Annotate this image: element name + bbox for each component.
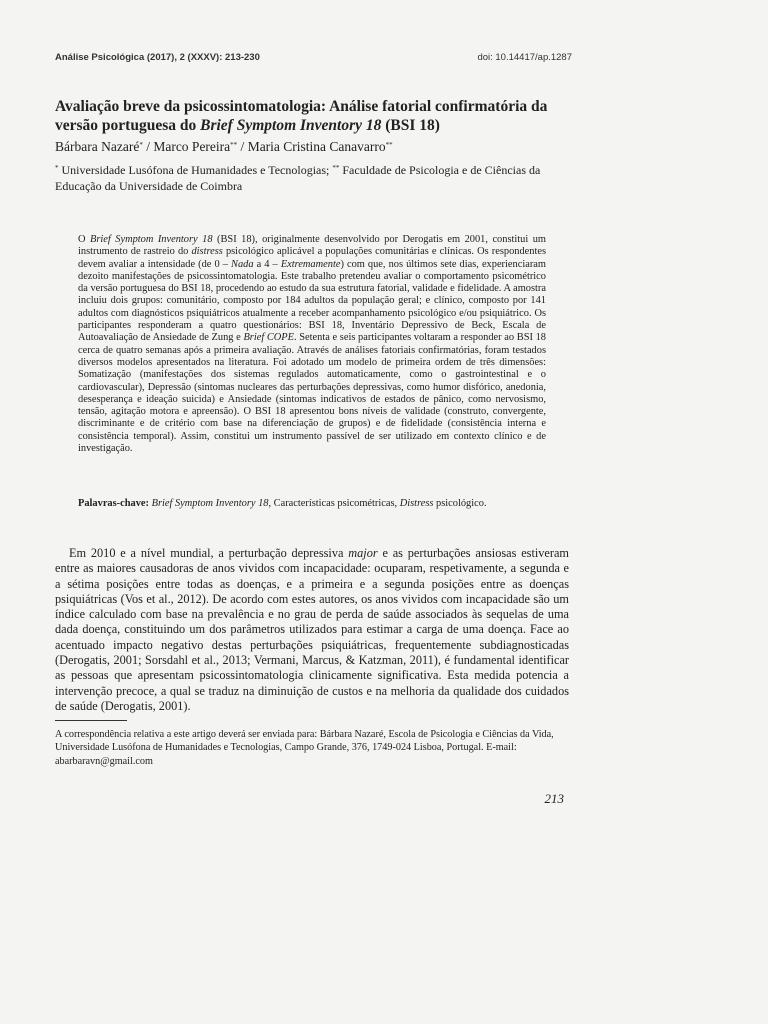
body-text — [55, 546, 569, 714]
author-name: Bárbara Nazaré — [55, 139, 140, 154]
title-suffix: (BSI 18) — [381, 117, 440, 134]
keyword-italic: Distress — [399, 498, 434, 509]
abstract — [78, 234, 546, 455]
author-mark: ** — [385, 141, 393, 149]
affiliations — [55, 162, 570, 194]
author-mark: ** — [230, 141, 238, 149]
keyword-text: , Características psicométricas, — [268, 498, 400, 509]
article-title — [55, 97, 570, 135]
body-text-span: Em 2010 e a nível mundial, a perturbação depressiva — [69, 546, 349, 560]
abstract-text: ) com que, nos últimos sete dias, experienciaram dezoito manifestações de psicossintomatologia. Este trabalho pretendeu avaliar o comportamento psicométrico da versão portuguesa do BSI 18, procedendo ao estudo da sua estrutura fatorial, validade e fidelidade. A amostra incluiu dois grupos: comunitário, composto por 184 adultos da população geral; e clínico, composto por 141 adultos com diagnósticos psiquiátricos atualmente a receber acompanhamento psicológico e/ou psiquiátrico. Os participantes responderam a quatro questionários: BSI 18, Inventário Depressivo de Beck, Escala de Autoavaliação de Ansiedade de Zung e — [78, 258, 546, 344]
affiliation-mark: ** — [332, 164, 340, 172]
abstract-italic: Nada — [231, 258, 254, 270]
keywords — [78, 498, 546, 510]
page-number: 213 — [544, 791, 564, 806]
title-italic: Brief Symptom Inventory 18 — [200, 117, 382, 134]
footnote-divider — [55, 720, 127, 721]
body-italic: major — [348, 546, 378, 560]
author-list — [55, 138, 570, 155]
abstract-italic: Brief COPE — [243, 332, 295, 344]
body-text-span: e as perturbações ansiosas estiveram entre as maiores causadoras de anos vividos com incapacidade: ocuparam, respetivamente, a segunda e a sétima posições entre todas as doenças, e a primeira e a segunda posições entre as doenças psiquiátricas (Vos et al., 2012). De acordo com estes autores, os anos vividos com incapacidade são um índice calculado com base na prevalência e no grau de perda de saúde associados às sequelas de uma dada doença, constituindo um dos parâmetros utilizados para estimar a carga de uma doença. Face ao acentuado impacto negativo destas perturbações psiquiátricas, frequentemente subdiagnosticadas (Derogatis, 2001; Sorsdahl et al., 2013; Vermani, Marcus, & Katzman, 2011), é fundamental identificar as pessoas que apresentam psicossintomatologia clinicamente significativa. Esta medida potencia a intervenção precoce, a qual se traduz na diminuição de custos e na melhoria da qualidade dos cuidados de saúde (Derogatis, 2001). — [55, 546, 569, 713]
affiliation-text: Universidade Lusófona de Humanidades e Tecnologias; — [61, 163, 330, 177]
author-separator: / — [237, 139, 248, 154]
affiliation-text: Faculdade de Psicologia e de Ciências da Educação da Universidade de Coimbra — [55, 163, 541, 193]
title-text: Avaliação breve da psicossintomatologia: Análise fatorial confirmatória da versão portuguesa do — [55, 98, 548, 134]
keywords-label: Palavras-chave: — [78, 498, 149, 509]
author-separator: / — [142, 139, 154, 154]
abstract-text: psicológico aplicável a populações comunitárias e clínicas. Os respondentes devem avaliar a intensidade (de 0 – — [78, 246, 547, 270]
abstract-text: O — [78, 234, 90, 245]
author-name: Maria Cristina Canavarro — [247, 139, 386, 154]
abstract-paragraph — [78, 234, 546, 455]
author-mark: * — [139, 141, 143, 149]
abstract-text: a 4 – — [253, 258, 281, 270]
journal-citation: Análise Psicológica (2017), 2 (XXXV): 213-230 — [55, 52, 260, 63]
body-paragraph — [55, 546, 569, 714]
correspondence-footnote: A correspondência relativa a este artigo deverá ser enviada para: Bárbara Nazaré, Escola de Psicologia e Ciências da Vida, Universidade Lusófona de Humanidades e Tecnologias, Campo Grande, 376, 1749-024 Lisboa, Portugal. E-mail: abarbaravn@gmail.com — [55, 729, 554, 767]
abstract-text: . Setenta e seis participantes voltaram a responder ao BSI 18 cerca de quatro semanas após a primeira avaliação. Através de análises fatoriais confirmatórias, foram testados diversos modelos apresentados na literatura. Foi adotado um modelo de primeira ordem de três dimensões: Somatização (manifestações dos sistemas regulados automaticamente, como o gastrointestinal e o cardiovascular), Depressão (sintomas nucleares das perturbações depressivas, como humor disfórico, anedonia, desesperança e ideação suicida) e Ansiedade (sintomas indicativos de estados de pânico, como nervosismo, tensão, agitação motora e apreensão). O BSI 18 apresentou bons níveis de validade (construto, convergente, discriminante e de critério com base na diferenciação de grupos) e de fidelidade (consistência interna e consistência temporal). Assim, constitui um instrumento passível de ser utilizado em contexto clínico e de investigação. — [78, 332, 546, 455]
keyword-text: psicológico. — [433, 498, 487, 509]
abstract-italic: Extremamente — [280, 258, 341, 270]
abstract-text: (BSI 18), originalmente desenvolvido por Derogatis em 2001, constitui um instrumento de rastreio do — [78, 234, 546, 258]
keyword-italic: Brief Symptom Inventory 18 — [151, 498, 269, 509]
affiliation-mark: * — [55, 164, 59, 172]
doi-label: doi: 10.14417/ap.1287 — [477, 52, 572, 63]
abstract-italic: Brief Symptom Inventory 18 — [90, 234, 213, 245]
author-name: Marco Pereira — [153, 139, 231, 154]
abstract-italic: distress — [191, 246, 223, 258]
